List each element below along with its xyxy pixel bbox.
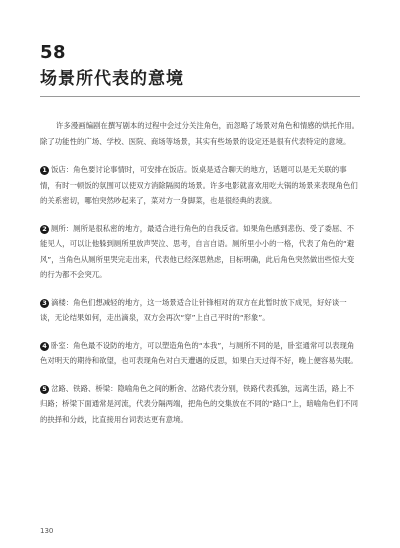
chapter-title: 场景所代表的意境 [40, 69, 184, 89]
list-item-text: 卧室：角色最不设防的地方，可以塑造角色的“本我”，与厕所不同的是，卧室通常可以表现角色对明天的期待和欲望，也可表现角色对白天遭遇的反思，如果白天过得不好，晚上便容易失眠。 [40, 340, 358, 365]
number-marker: 2 [40, 225, 49, 234]
list-item-text: 饭店：角色要讨论事情时，可安排在饭店。饭桌是适合聊天的地方，话题可以是无关联的事情，有时一顿饭的氛围可以使双方消除隔阂的场景。许多电影就喜欢用吃大锅的场景来表现角色们的关系密切，哪怕突然吵起来了，菜对方一身脚菜，也是很经典的表演。 [40, 165, 358, 205]
number-marker: 1 [40, 166, 49, 175]
number-marker: 3 [40, 299, 49, 308]
list-item-bathroom [40, 221, 360, 283]
page-number: 130 [40, 527, 54, 535]
chapter-number: 58 [40, 42, 67, 63]
list-item-crossroads [40, 381, 360, 428]
title-divider [40, 96, 360, 97]
list-item-restaurant [40, 162, 360, 209]
list-item-text: 厕所：厕所是很私密的地方，最适合进行角色的自我反省。如果角色感到悲伤、受了委屈、不能见人，可以让他躲到厕所里放声哭泣、思考，自言自语。厕所里小小的一格，代表了角色的“避风”，当角色从厕所里哭完走出来，代表他已经深思熟虑，目标明确，此后角色突然做出些惊大变的行为都不会突兀。 [40, 223, 355, 279]
intro-paragraph: 许多漫画编剧在撰写剧本的过程中会过分关注角色，而忽略了场景对角色和情感的烘托作用。除了功能性的广场、学校、医院、商场等场景，其实有些场景的设定还是很有代表特定的意境。 [40, 121, 360, 146]
list-item-text: 岔路、铁路、桥梁：隐喻角色之间的断舍、岔路代表分别，铁路代表孤独，远离生活，路上不归路；桥梁下面通常是河流，代表分隔两端，把角色的交集放在不同的“路口”上，暗喻角色们不同的抉择和分歧，比直接用台词表达更有意境。 [40, 383, 359, 424]
number-marker: 4 [40, 342, 49, 351]
list-item-bedroom [40, 338, 360, 369]
body-content [40, 118, 360, 439]
list-item-text: 滴楼：角色们想减轻的地方，这一场景适合让针锋相对的双方在此暂时放下成见，好好谈一谈，无论结果如何，走出滴泉，双方会再次“穿”上自己平时的“形象”。 [40, 297, 347, 322]
list-item-bathhouse [40, 295, 360, 326]
number-marker: 5 [40, 385, 49, 394]
